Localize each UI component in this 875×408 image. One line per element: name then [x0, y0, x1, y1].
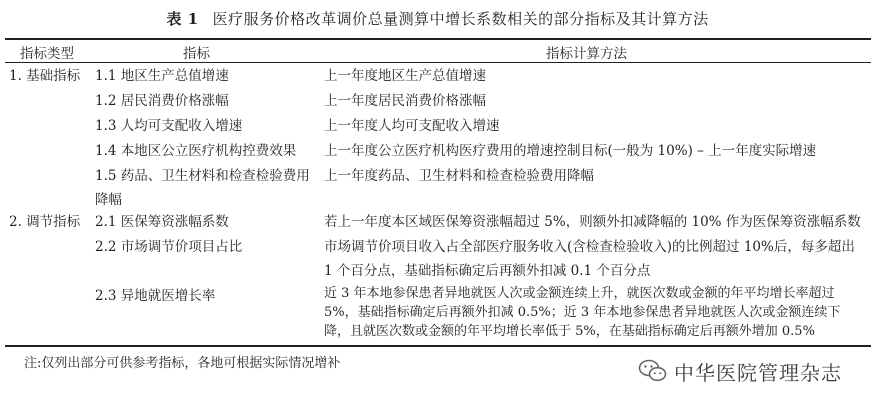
indicator-2-1: 2.1 医保筹资涨幅系数 [95, 214, 229, 230]
indicator-1-3: 1.3 人均可支配收入增速 [95, 118, 243, 134]
table-caption [0, 8, 875, 29]
method-2-2: 市场调节价项目收入占全部医疗服务收入(含检查检验收入)的比例超过 10%后，每多超出 1 个百分点，基础指标确定后再额外扣减 0.1 个百分点 [324, 239, 855, 279]
watermark-text: 中华医院管理杂志 [674, 360, 842, 385]
table-label: 表 1 [166, 10, 199, 28]
header-indicator: 指标 [183, 46, 210, 62]
category-adjust: 2. 调节指标 [9, 214, 81, 230]
top-rule [5, 38, 871, 40]
category-basic: 1. 基础指标 [9, 68, 81, 84]
header-method: 指标计算方法 [546, 46, 627, 62]
table-note: 注:仅列出部分可供参考指标，各地可根据实际情况增补 [24, 356, 341, 371]
header-rule [5, 62, 871, 63]
indicator-2-2: 2.2 市场调节价项目占比 [95, 239, 243, 255]
method-1-4: 上一年度公立医疗机构医疗费用的增速控制目标(一般为 10%) – 上一年度实际增速 [324, 143, 817, 159]
indicator-1-4: 1.4 本地区公立医疗机构控费效果 [95, 143, 297, 159]
indicator-1-2: 1.2 居民消费价格涨幅 [95, 93, 229, 109]
bottom-rule [5, 345, 871, 347]
journal-watermark [638, 355, 842, 387]
method-1-2: 上一年度居民消费价格涨幅 [324, 93, 486, 109]
indicator-1-5: 1.5 药品、卫生材料和检查检验费用降幅 [95, 168, 310, 208]
method-2-3: 近 3 年本地参保患者异地就医人次或金额连续上升，就医次数或金额的年平均增长率超过 5%，基础指标确定后再额外扣减 0.5%；近 3 年本地参保患者异地就医人次或金额连续下降，且就医次数或金额的年平均增长率低于 5%，在基础指标确定后再额外增加 0.5% [324, 286, 841, 339]
table-title: 医疗服务价格改革调价总量测算中增长系数相关的部分指标及其计算方法 [212, 10, 709, 28]
method-2-1: 若上一年度本区域医保筹资涨幅超过 5%，则额外扣减降幅的 10% 作为医保筹资涨幅系数 [324, 214, 861, 230]
indicator-2-3: 2.3 异地就医增长率 [95, 288, 216, 304]
method-1-3: 上一年度人均可支配收入增速 [324, 118, 500, 134]
indicator-1-1: 1.1 地区生产总值增速 [95, 68, 229, 84]
header-type: 指标类型 [20, 46, 74, 62]
wechat-icon [638, 358, 668, 384]
method-1-1: 上一年度地区生产总值增速 [324, 68, 486, 84]
method-1-5: 上一年度药品、卫生材料和检查检验费用降幅 [324, 168, 594, 184]
